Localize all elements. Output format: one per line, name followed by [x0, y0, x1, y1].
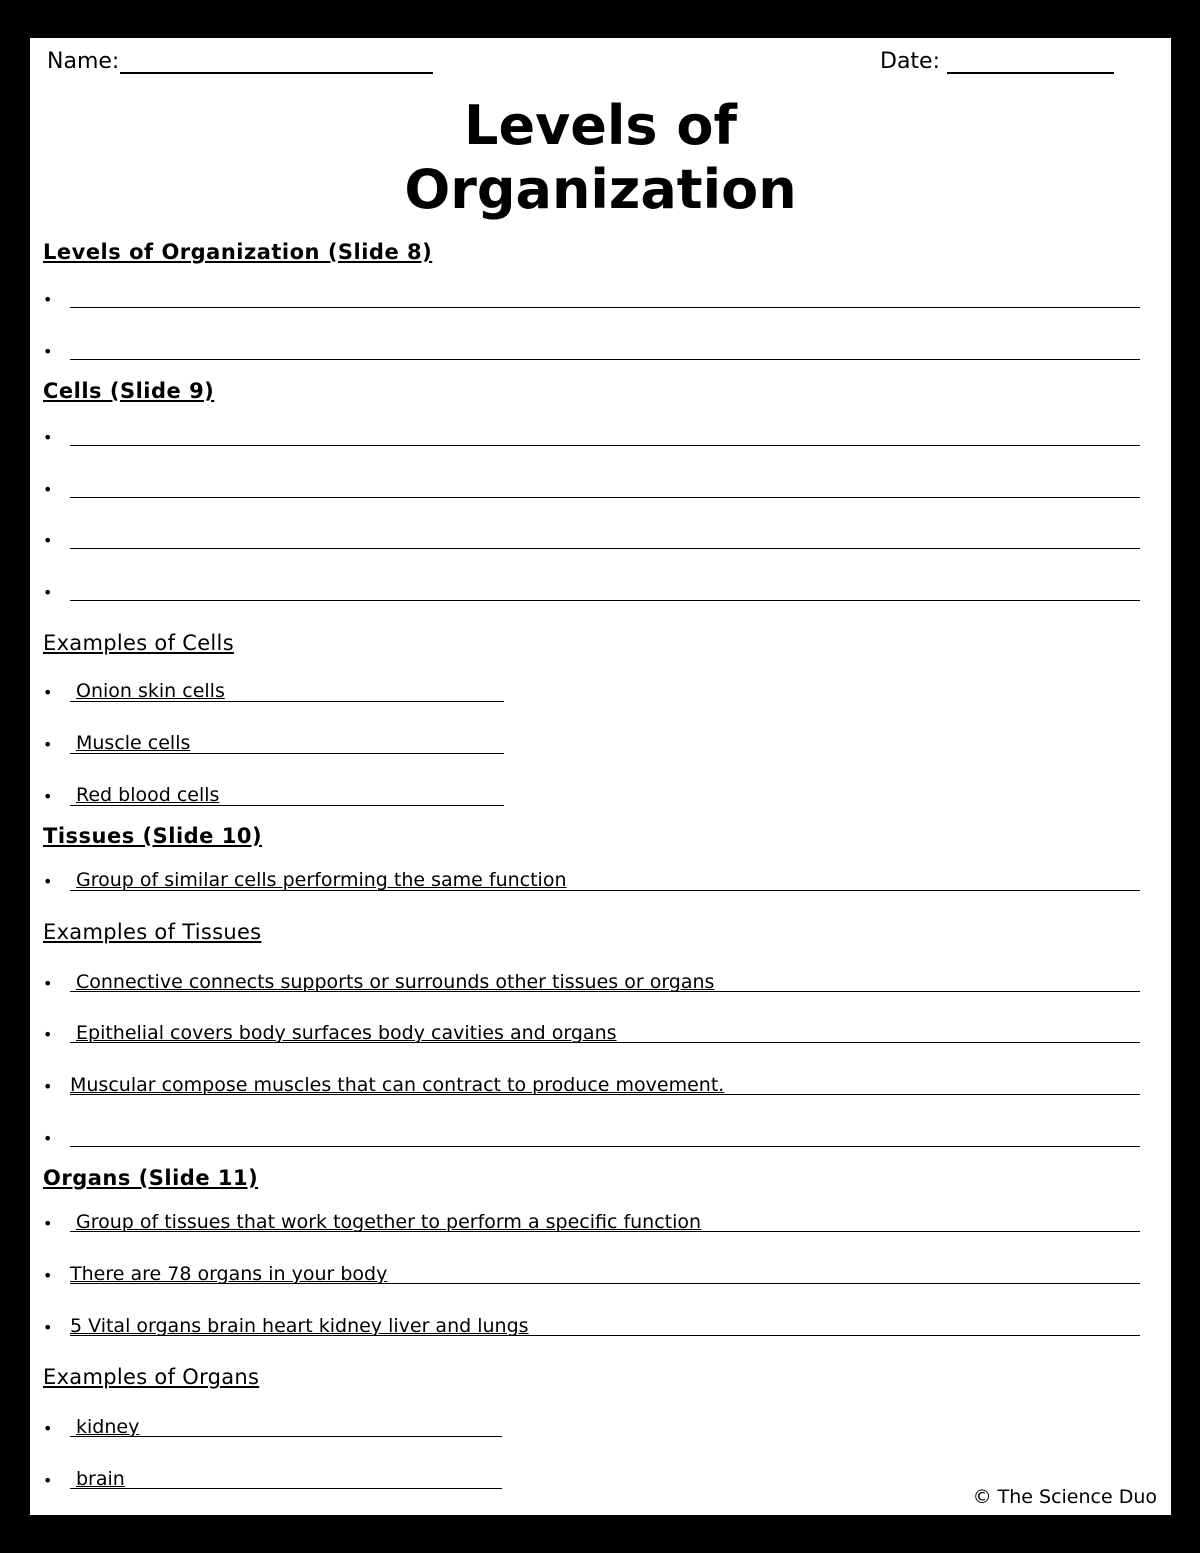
cell-example-1: Onion skin cells [76, 680, 225, 702]
bullet: • [43, 1129, 53, 1148]
bullet: • [43, 787, 53, 806]
section-heading-examples-organs: Examples of Organs [43, 1365, 260, 1389]
date-blank[interactable] [947, 72, 1114, 74]
answer-line[interactable] [70, 497, 1140, 498]
bullet: • [43, 872, 53, 891]
answer-line[interactable] [70, 600, 1140, 601]
copyright-text: © The Science Duo [972, 1486, 1157, 1508]
worksheet-page [30, 38, 1171, 1515]
bullet: • [43, 1025, 53, 1044]
bullet: • [43, 290, 53, 309]
bullet: • [43, 974, 53, 993]
organ-example-2: brain [76, 1468, 125, 1490]
bullet: • [43, 1318, 53, 1337]
bullet: • [43, 1214, 53, 1233]
bullet: • [43, 735, 53, 754]
bullet: • [43, 531, 53, 550]
bullet: • [43, 1419, 53, 1438]
organ-fact-count: There are 78 organs in your body [70, 1263, 388, 1285]
section-heading-tissues: Tissues (Slide 10) [43, 824, 263, 848]
page-title-line2: Organization [404, 158, 797, 221]
bullet: • [43, 1266, 53, 1285]
tissue-example-1: Connective connects supports or surrounds other tissues or organs [76, 971, 715, 993]
organ-fact-vital: 5 Vital organs brain heart kidney liver and lungs [70, 1315, 529, 1337]
answer-line[interactable] [70, 307, 1140, 308]
organ-definition: Group of tissues that work together to perform a specific function [76, 1211, 702, 1233]
tissue-example-3: Muscular compose muscles that can contract to produce movement. [70, 1074, 725, 1096]
bullet: • [43, 683, 53, 702]
bullet: • [43, 480, 53, 499]
tissue-definition: Group of similar cells performing the same function [76, 869, 567, 891]
section-heading-examples-cells: Examples of Cells [43, 631, 234, 655]
bullet: • [43, 428, 53, 447]
answer-line[interactable] [70, 548, 1140, 549]
answer-line[interactable] [70, 445, 1140, 446]
bullet: • [43, 1077, 53, 1096]
section-heading-levels: Levels of Organization (Slide 8) [43, 240, 433, 264]
organ-example-1: kidney [76, 1416, 140, 1438]
section-heading-organs: Organs (Slide 11) [43, 1166, 259, 1190]
name-blank[interactable] [120, 72, 433, 74]
answer-line[interactable] [70, 359, 1140, 360]
bullet: • [43, 1471, 53, 1490]
tissue-example-2: Epithelial covers body surfaces body cavities and organs [76, 1022, 617, 1044]
answer-line[interactable] [70, 1488, 502, 1489]
name-label: Name: [47, 49, 120, 74]
section-heading-examples-tissues: Examples of Tissues [43, 920, 262, 944]
cell-example-2: Muscle cells [76, 732, 191, 754]
answer-line[interactable] [70, 1146, 1140, 1147]
cell-example-3: Red blood cells [76, 784, 220, 806]
section-heading-cells: Cells (Slide 9) [43, 379, 215, 403]
page-title-line1: Levels of [464, 94, 737, 157]
bullet: • [43, 583, 53, 602]
bullet: • [43, 342, 53, 361]
date-label: Date: [880, 49, 940, 74]
